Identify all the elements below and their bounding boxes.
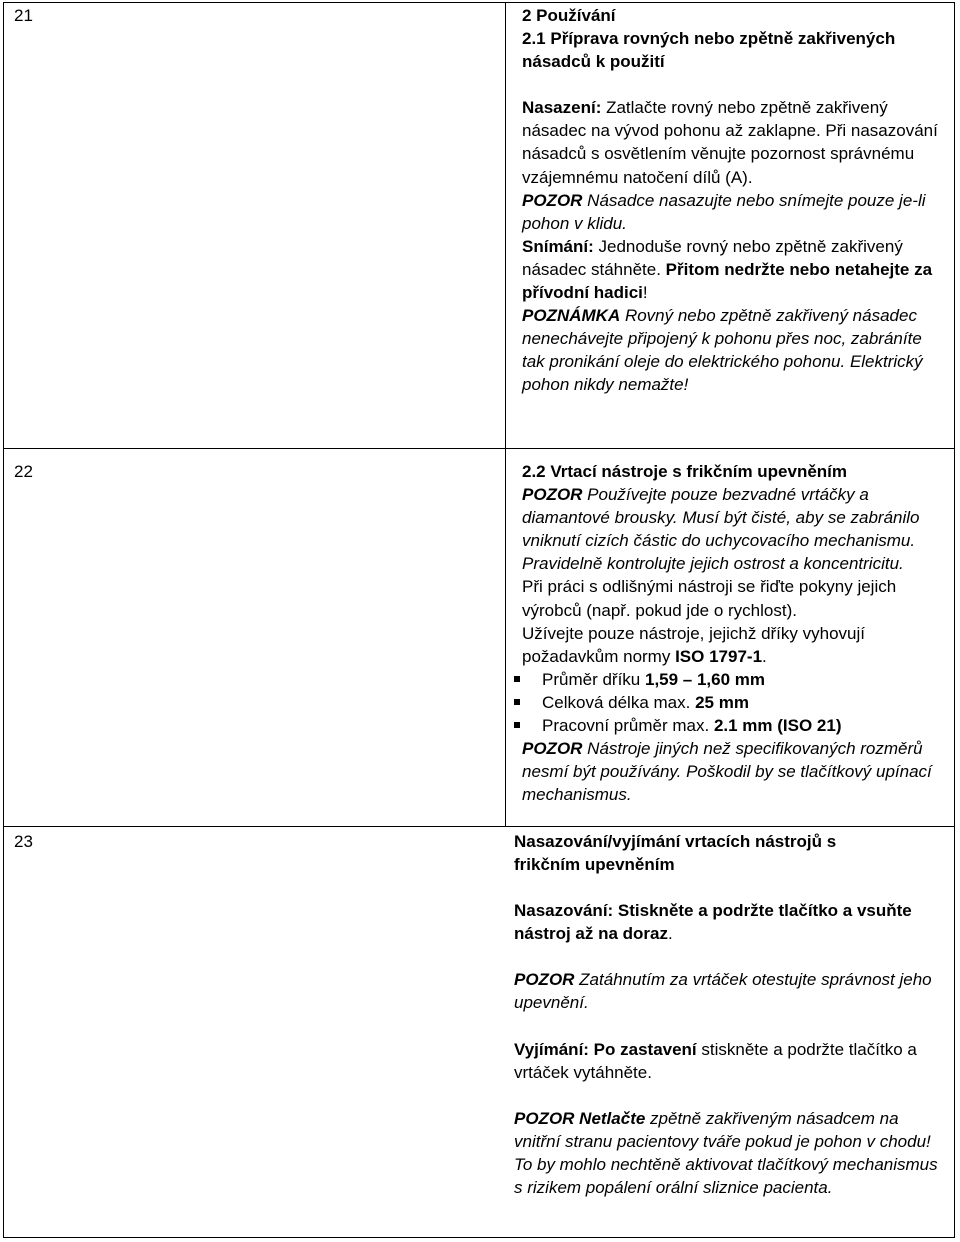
text: Rovný nebo zpětně zakřivený násadec nenechávejte připojený k pohonu přes noc, zabráníte tak pronikání oleje do elektrického pohonu. Elektrický pohon nikdy nemažte! <box>522 306 923 395</box>
bold-text: Přitom nedržte nebo netahejte za přívodní hadici <box>522 259 933 303</box>
section-heading: 2.1 Příprava rovných nebo zpětně zakřivených násadců k použití <box>522 29 896 72</box>
paragraph: Při práci s odlišnými nástroji se řiďte pokyny jejich výrobců (např. pokud jde o rychlost). <box>522 577 897 620</box>
bullet-item <box>514 714 942 737</box>
column-divider <box>505 448 506 826</box>
text: . <box>667 924 673 944</box>
paragraph <box>514 1038 944 1084</box>
paragraph <box>522 304 942 396</box>
label: POZOR <box>522 190 583 210</box>
row-divider <box>3 448 955 449</box>
row-number: 23 <box>14 832 33 851</box>
text: Používejte pouze bezvadné vrtáčky a diamantové brousky. Musí být čisté, aby se zabránilo vniknutí cizích částic do uchycovacího mechanismu. Pravidelně kontrolujte jejich ostrost a koncentricitu. <box>522 485 920 574</box>
label: Snímání: <box>522 236 594 256</box>
text: Průměr dříku <box>542 669 645 689</box>
text: Zatlačte rovný nebo zpětně zakřivený násadec na vývod pohonu až zaklapne. Při nasazování násadců s osvětlením věnujte pozornost správnému vzájemnému natočení dílů (A). <box>522 98 938 187</box>
section-heading: 2.2 Vrtací nástroje s frikčním upevněním <box>522 462 848 481</box>
section-heading: Nasazování/vyjímání vrtacích nástrojů s frikčním upevněním <box>514 832 837 875</box>
bold-text: ISO 1797-1 <box>675 646 763 666</box>
label: POZOR Netlačte <box>514 1108 646 1128</box>
chapter-heading: 2 Používání <box>522 6 616 25</box>
paragraph <box>522 96 942 188</box>
section-22-content <box>522 460 942 806</box>
bold-text: 2.1 mm (ISO 21) <box>713 716 842 736</box>
label: POZOR <box>522 739 583 759</box>
bold-text: 25 mm <box>695 692 749 712</box>
paragraph <box>522 483 942 575</box>
column-divider <box>505 2 506 448</box>
text: Celková délka max. <box>542 692 696 712</box>
text: stiskněte a podržte tlačítko a vrtáček vytáhněte. <box>514 1039 917 1082</box>
bold-text: Vyjímání: Po zastavení <box>514 1039 697 1059</box>
row-divider <box>3 826 955 827</box>
text: Pracovní průměr max. <box>542 716 714 736</box>
text: Jednoduše rovný nebo zpětně zakřivený násadec stáhněte. <box>522 236 903 279</box>
section-21-content <box>522 4 942 397</box>
paragraph <box>514 968 944 1014</box>
paragraph <box>522 189 942 235</box>
label: POZNÁMKA <box>522 306 621 326</box>
row-number: 21 <box>14 6 33 25</box>
section-23-content <box>514 830 944 1199</box>
paragraph <box>514 1107 944 1199</box>
text: ! <box>642 283 648 303</box>
paragraph <box>522 235 942 304</box>
text: Násadce nasazujte nebo snímejte pouze je-li pohon v klidu. <box>522 190 926 233</box>
text: Užívejte pouze nástroje, jejichž dříky vyhovují požadavkům normy <box>522 623 865 666</box>
text: zpětně zakřiveným násadcem na vnitřní stranu pacientovy tváře pokud je pohon v chodu! To by mohlo nechtěně aktivovat tlačítkový mechanismus s rizikem popálení orální sliznice pacienta. <box>514 1108 938 1198</box>
label: POZOR <box>514 970 575 990</box>
label: Nasazení: <box>522 98 602 118</box>
paragraph <box>522 622 942 668</box>
bullet-item <box>514 668 942 691</box>
text: Zatáhnutím za vrtáček otestujte správnost jeho upevnění. <box>514 970 932 1013</box>
paragraph <box>514 899 944 945</box>
label: POZOR <box>522 485 583 505</box>
bold-text: 1,59 – 1,60 mm <box>644 669 766 689</box>
bold-text: Nasazování: Stiskněte a podržte tlačítko a vsuňte nástroj až na doraz <box>514 901 912 944</box>
text: . <box>762 646 767 666</box>
row-number: 22 <box>14 462 33 481</box>
text: Nástroje jiných než specifikovaných rozměrů nesmí být používány. Poškodil by se tlačítkový upínací mechanismus. <box>522 739 932 805</box>
bullet-item <box>514 691 942 714</box>
paragraph <box>522 737 942 806</box>
